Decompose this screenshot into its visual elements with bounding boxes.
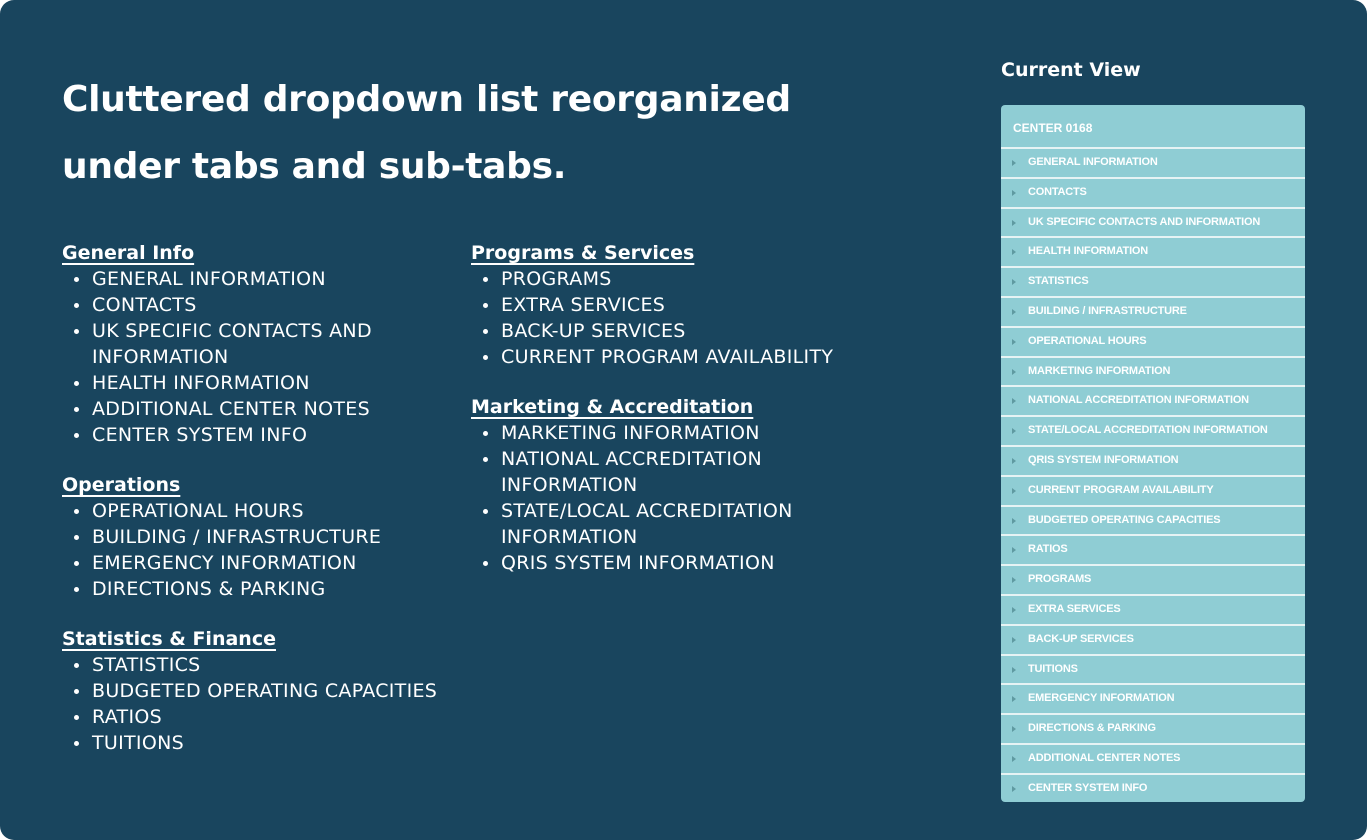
group-list-item: GENERAL INFORMATION [62,266,462,292]
caret-right-icon [1012,309,1016,315]
group-title: Programs & Services [471,242,695,264]
caret-right-icon [1012,696,1016,702]
caret-right-icon [1012,786,1016,792]
panel-item-back-up-services[interactable] [1001,626,1305,656]
caret-right-icon [1012,637,1016,643]
group-list-item: CONTACTS [62,292,462,318]
panel-item-label: UK SPECIFIC CONTACTS AND INFORMATION [1028,215,1261,228]
grouped-list-middle [471,240,891,600]
group-list [471,420,891,576]
group-list-item: RATIOS [62,704,462,730]
group-list-item: HEALTH INFORMATION [62,370,462,396]
group-title: Operations [62,474,181,496]
headline: Cluttered dropdown list reorganized under tabs and sub-tabs. [62,79,791,187]
panel-item-uk-specific-contacts-and-information[interactable] [1001,209,1305,239]
panel-item-marketing-information[interactable] [1001,358,1305,388]
panel-item-label: BACK-UP SERVICES [1028,632,1134,645]
caret-right-icon [1012,547,1016,553]
panel-item-label: CONTACTS [1028,185,1087,198]
group-list-item: BUILDING / INFRASTRUCTURE [62,524,462,550]
panel-item-label: PROGRAMS [1028,573,1092,586]
group-list-item: NATIONAL ACCREDITATION INFORMATION [471,446,891,498]
group-list-item: EMERGENCY INFORMATION [62,550,462,576]
caret-right-icon [1012,339,1016,345]
current-view-panel [1001,105,1305,802]
panel-item-label: GENERAL INFORMATION [1028,156,1158,168]
panel-item-statistics[interactable] [1001,268,1305,298]
group-list-item: BACK-UP SERVICES [471,318,891,344]
caret-right-icon [1012,488,1016,494]
group-list [471,266,891,370]
caret-right-icon [1012,726,1016,732]
group-list-item: QRIS SYSTEM INFORMATION [471,550,891,576]
group-general-info [62,240,462,448]
panel-item-label: QRIS SYSTEM INFORMATION [1028,453,1179,466]
panel-item-state-local-accreditation-information[interactable] [1001,417,1305,447]
panel-item-label: EMERGENCY INFORMATION [1028,692,1175,705]
group-list-item: STATE/LOCAL ACCREDITATION INFORMATION [471,498,891,550]
panel-item-contacts[interactable] [1001,179,1305,209]
panel-item-tuitions[interactable] [1001,656,1305,686]
panel-item-label: RATIOS [1028,543,1068,556]
panel-item-label: OPERATIONAL HOURS [1028,334,1147,347]
group-operations [62,472,462,602]
caret-right-icon [1012,607,1016,613]
group-list-item: TUITIONS [62,730,462,756]
panel-item-health-information[interactable] [1001,238,1305,268]
caret-right-icon [1012,279,1016,285]
caret-right-icon [1012,220,1016,226]
panel-item-national-accreditation-information[interactable] [1001,387,1305,417]
panel-item-budgeted-operating-capacities[interactable] [1001,507,1305,537]
group-list-item: UK SPECIFIC CONTACTS AND INFORMATION [62,318,462,370]
caret-right-icon [1012,398,1016,404]
panel-item-label: HEALTH INFORMATION [1028,245,1149,258]
group-list-item: MARKETING INFORMATION [471,420,891,446]
panel-item-label: DIRECTIONS & PARKING [1028,722,1156,735]
panel-item-label: TUITIONS [1028,662,1078,675]
panel-item-label: NATIONAL ACCREDITATION INFORMATION [1028,394,1249,407]
panel-item-extra-services[interactable] [1001,596,1305,626]
group-statistics-finance [62,626,462,756]
group-list-item: CURRENT PROGRAM AVAILABILITY [471,344,891,370]
panel-item-general-information[interactable] [1001,149,1305,179]
panel-item-current-program-availability[interactable] [1001,477,1305,507]
group-list-item: BUDGETED OPERATING CAPACITIES [62,678,462,704]
panel-item-building-infrastructure[interactable] [1001,298,1305,328]
caret-right-icon [1012,756,1016,762]
group-list-item: DIRECTIONS & PARKING [62,576,462,602]
panel-item-label: MARKETING INFORMATION [1028,364,1171,377]
panel-header[interactable]: CENTER 0168 [1001,105,1305,149]
caret-right-icon [1012,249,1016,255]
panel-item-label: BUDGETED OPERATING CAPACITIES [1028,513,1221,526]
caret-right-icon [1012,369,1016,375]
caret-right-icon [1012,190,1016,196]
group-list-item: PROGRAMS [471,266,891,292]
group-programs-services [471,240,891,370]
caret-right-icon [1012,428,1016,434]
panel-item-qris-system-information[interactable] [1001,447,1305,477]
group-list-item: STATISTICS [62,652,462,678]
panel-item-label: BUILDING / INFRASTRUCTURE [1028,304,1187,317]
panel-item-label: EXTRA SERVICES [1028,602,1121,615]
group-title: Statistics & Finance [62,628,276,650]
group-list [62,652,462,756]
group-marketing-accreditation [471,394,891,576]
caret-right-icon [1012,667,1016,673]
caret-right-icon [1012,577,1016,583]
group-list-item: EXTRA SERVICES [471,292,891,318]
panel-item-label: ADDITIONAL CENTER NOTES [1028,751,1181,764]
panel-item-emergency-information[interactable] [1001,685,1305,715]
panel-item-label: CURRENT PROGRAM AVAILABILITY [1028,483,1214,496]
panel-item-directions-parking[interactable] [1001,715,1305,745]
panel-item-programs[interactable] [1001,566,1305,596]
caret-right-icon [1012,518,1016,524]
panel-item-ratios[interactable] [1001,536,1305,566]
group-title: General Info [62,242,195,264]
panel-item-label: STATISTICS [1028,275,1089,288]
caret-right-icon [1012,458,1016,464]
group-list-item: OPERATIONAL HOURS [62,498,462,524]
current-view-label: Current View [1001,59,1141,81]
group-list [62,266,462,448]
group-list-item: CENTER SYSTEM INFO [62,422,462,448]
group-list-item: ADDITIONAL CENTER NOTES [62,396,462,422]
panel-item-additional-center-notes[interactable] [1001,745,1305,775]
caret-right-icon [1012,160,1016,166]
group-list [62,498,462,602]
group-title: Marketing & Accreditation [471,396,754,418]
panel-item-label: CENTER SYSTEM INFO [1028,781,1148,794]
panel-item-center-system-info[interactable] [1001,775,1305,802]
panel-item-operational-hours[interactable] [1001,328,1305,358]
panel-item-label: STATE/LOCAL ACCREDITATION INFORMATION [1028,424,1268,437]
grouped-list-left [62,240,462,780]
